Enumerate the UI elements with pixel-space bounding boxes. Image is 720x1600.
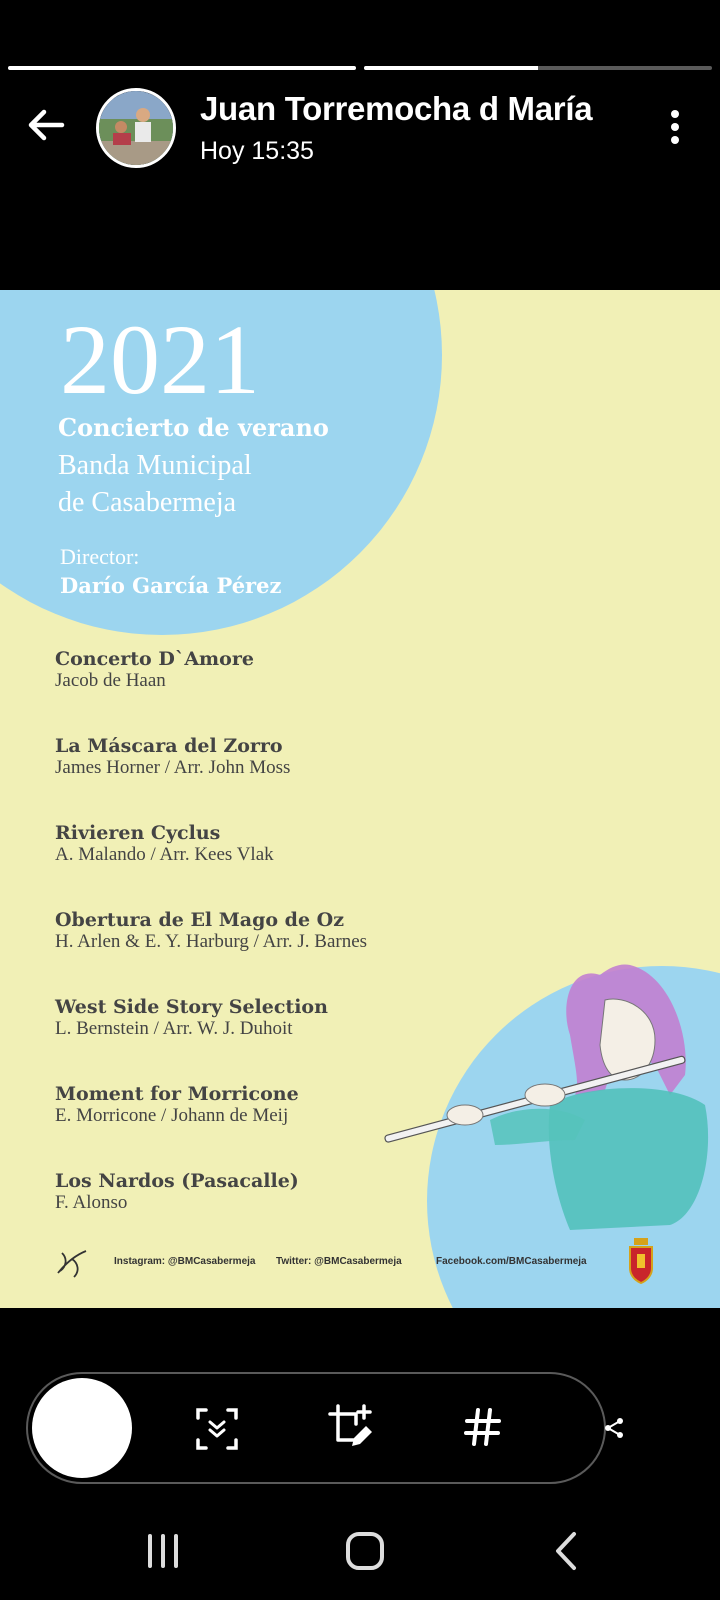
piece-title: Moment for Morricone [55, 1083, 299, 1105]
program-item [55, 735, 525, 822]
piece-title: Obertura de El Mago de Oz [55, 909, 345, 931]
chevron-left-icon [542, 1526, 592, 1576]
poster-band-name: Banda Municipal [58, 450, 252, 481]
program-item [55, 648, 525, 735]
piece-title: La Máscara del Zorro [55, 735, 283, 757]
home-icon [340, 1526, 390, 1576]
scroll-capture-icon [192, 1404, 242, 1454]
flutist-illustration [370, 955, 720, 1255]
home-button[interactable] [340, 1526, 390, 1576]
piece-title: West Side Story Selection [55, 996, 328, 1018]
more-options-button[interactable] [660, 108, 690, 148]
piece-composer: H. Arlen & E. Y. Harburg / Arr. J. Barnes [55, 931, 368, 952]
hashtag-button[interactable] [458, 1402, 508, 1452]
story-image-poster [0, 290, 720, 1308]
scroll-capture-button[interactable] [192, 1404, 242, 1454]
story-progress-segment [364, 66, 712, 70]
band-logo [52, 1245, 92, 1281]
story-progress-segment [8, 66, 356, 70]
share-icon [602, 1416, 626, 1440]
program-item [55, 822, 525, 909]
piece-title: Concerto D`Amore [55, 648, 254, 670]
piece-composer: F. Alonso [55, 1192, 128, 1213]
story-time: Hoy 15:35 [200, 137, 314, 165]
story-progress [8, 66, 712, 70]
piece-composer: L. Bernstein / Arr. W. J. Duhoit [55, 1018, 293, 1039]
crop-edit-button[interactable] [326, 1402, 376, 1452]
piece-composer: E. Morricone / Johann de Meij [55, 1105, 289, 1126]
piece-title: Los Nardos (Pasacalle) [55, 1170, 299, 1192]
recent-apps-icon [138, 1526, 188, 1576]
capture-button[interactable] [32, 1378, 132, 1478]
poster-concert-title: Concierto de verano [58, 413, 329, 442]
back-button[interactable] [22, 100, 72, 150]
poster-band-town: de Casabermeja [58, 487, 237, 518]
crop-edit-icon [326, 1402, 376, 1452]
piece-title: Rivieren Cyclus [55, 822, 221, 844]
footer-facebook: Facebook.com/BMCasabermeja [436, 1256, 587, 1267]
share-button[interactable] [602, 1416, 626, 1440]
poster-director-name: Darío García Pérez [60, 573, 282, 598]
poster-year: 2021 [60, 304, 260, 415]
hashtag-icon [458, 1402, 508, 1452]
profile-photo [99, 91, 173, 165]
piece-composer: Jacob de Haan [55, 670, 166, 691]
footer-twitter: Twitter: @BMCasabermeja [276, 1256, 402, 1267]
arrow-left-icon [22, 100, 72, 150]
back-nav-button[interactable] [542, 1526, 592, 1576]
story-author: Juan Torremocha d María [200, 90, 593, 127]
recent-apps-button[interactable] [138, 1526, 188, 1576]
footer-instagram: Instagram: @BMCasabermeja [114, 1256, 256, 1267]
poster-director-label: Director: [60, 544, 140, 569]
more-vertical-icon [660, 108, 690, 148]
town-crest-icon [628, 1238, 654, 1284]
avatar[interactable] [96, 88, 176, 168]
piece-composer: A. Malando / Arr. Kees Vlak [55, 844, 274, 865]
piece-composer: James Horner / Arr. John Moss [55, 757, 291, 778]
